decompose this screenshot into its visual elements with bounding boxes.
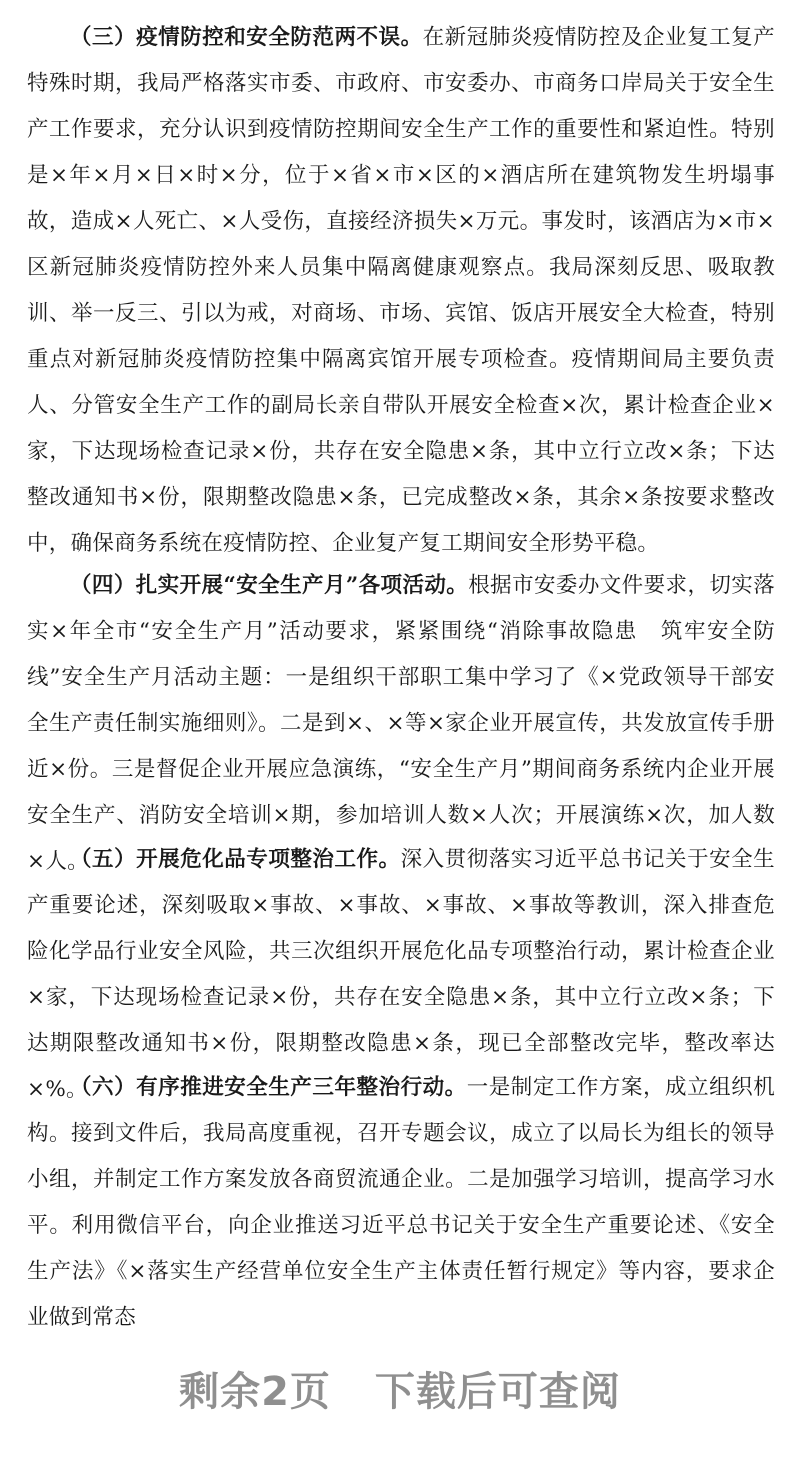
paragraph-three-year-action: [27, 1065, 775, 1341]
paragraph-body: 深入贯彻落实习近平总书记关于安全生产重要论述，深刻吸取×事故、×事故、×事故、×事故等教训，深入排查危险化学品行业安全风险，共三次组织开展危化品专项整治行动，累计检查企业×家，下达现场检查记录×份，共存在安全隐患×条，其中立行立改×条；下达期限整改通知书×份，限期整改隐患×条，现已全部整改完毕，整改率达×%。: [27, 847, 775, 1102]
paragraph-heading: （六）有序推进安全生产三年整治行动。: [70, 1075, 467, 1100]
download-prompt[interactable]: [0, 1362, 800, 1422]
paragraph-body: 根据市安委办文件要求，切实落实×年全市“安全生产月”活动要求，紧紧围绕“消除事故隐患 筑牢安全防线”安全生产月活动主题：一是组织干部职工集中学习了《×党政领导干部安全生产责任制实施细则》。二是到×、×等×家企业开展宣传，共发放宣传手册近×份。三是督促企业开展应急演练，“安全生产月”期间商务系统内企业开展安全生产、消防安全培训×期，参加培训人数×人次；开展演练×次，加人数×人。: [27, 573, 776, 874]
paragraph-heading: （四）扎实开展“安全生产月”各项活动。: [70, 573, 469, 598]
paragraph-body: 一是制定工作方案，成立组织机构。接到文件后，我局高度重视，召开专题会议，成立了以局长为组长的领导小组，并制定工作方案发放各商贸流通企业。二是加强学习培训，提高学习水平。利用微信平台，向企业推送习近平总书记关于安全生产重要论述、《安全生产法》《×落实生产经营单位安全生产主体责任暂行规定》等内容，要求企业做到常态: [27, 1075, 776, 1330]
paragraph-heading: （五）开展危化品专项整治工作。: [70, 847, 401, 872]
paragraph-heading: （三）疫情防控和安全防范两不误。: [70, 25, 423, 50]
download-to-view-label: 下载后可查阅: [374, 1369, 621, 1415]
paragraph-body: 在新冠肺炎疫情防控及企业复工复产特殊时期，我局严格落实市委、市政府、市安委办、市商务口岸局关于安全生产工作要求，充分认识到疫情防控期间安全生产工作的重要性和紧迫性。特别是×年×月×日×时×分，位于×省×市×区的×酒店所在建筑物发生坍塌事故，造成×人死亡、×人受伤，直接经济损失×万元。事发时，该酒店为×市×区新冠肺炎疫情防控外来人员集中隔离健康观察点。我局深刻反思、吸取教训、举一反三、引以为戒，对商场、市场、宾馆、饭店开展安全大检查，特别重点对新冠肺炎疫情防控集中隔离宾馆开展专项检查。疫情期间局主要负责人、分管安全生产工作的副局长亲自带队开展安全检查×次，累计检查企业×家，下达现场检查记录×份，共存在安全隐患×条，其中立行立改×条；下达整改通知书×份，限期整改隐患×条，已完成整改×条，其余×条按要求整改中，确保商务系统在疫情防控、企业复产复工期间安全形势平稳。: [27, 25, 775, 556]
remaining-pages-label: 剩余2页: [179, 1369, 331, 1415]
paragraph-epidemic-safety: [27, 15, 775, 567]
